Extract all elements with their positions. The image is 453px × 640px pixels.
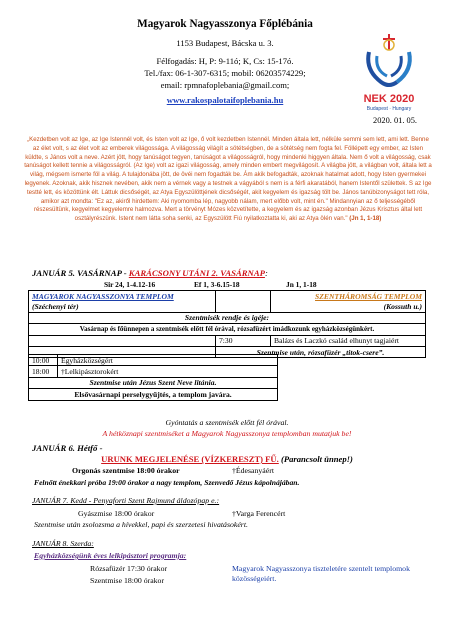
office-hours: Félfogadás: H, P: 9-11ó; K, Cs: 15-17ó. [156, 56, 294, 66]
choir-rehearsal-note: Felnőtt énekkari próba 19:00 órakor a nagy templom, Szenvedő Jézus kápolnájában. [34, 478, 300, 487]
church-left-name: MAGYAROK NAGYASSZONYA TEMPLOM [32, 291, 174, 301]
table-row [29, 301, 426, 312]
church-right-sub: (Kossuth u.) [271, 301, 426, 312]
sunday-date: JANUÁR 5. VASÁRNAP - [32, 268, 127, 278]
main-church-schedule [28, 354, 278, 401]
sunday-title: KARÁCSONY UTÁNI 2. VASÁRNAP [128, 268, 265, 278]
gospel-quote [24, 136, 432, 224]
monday-heading: JANUÁR 6. Hétfő - [32, 443, 103, 453]
tuesday-mass-intent: †Varga Ferencért [232, 509, 286, 518]
table-row [29, 355, 278, 366]
wednesday-dedication: Magyarok Nagyasszonya tiszteletére szentelt templomok közösségeiért. [232, 564, 410, 584]
intent-cell: Balázs és Laczkó család elhunyt tagjaiért [271, 335, 426, 346]
table-row [29, 291, 426, 302]
collection-note: Elsővasárnapi perselygyűjtés, a templom javára. [29, 389, 278, 400]
tuesday-heading: JANUÁR 7. Kedd - Penyaforti Szent Rajmund áldozópap e.: [32, 496, 220, 505]
time-cell: 18:00 [29, 366, 58, 377]
tuesday-mass: Gyászmise 18:00 órakor [78, 509, 155, 518]
nek-logo-place: Budapest · Hungary [366, 106, 412, 112]
monday-mass: Orgonás szentmise 18:00 órakor [72, 466, 180, 475]
parish-address: 1153 Budapest, Bácska u. 3. [176, 38, 274, 48]
time-cell: 10:00 [29, 355, 58, 366]
feast-note: (Parancsolt ünnep!) [280, 454, 353, 464]
feast-title: URUNK MEGJELENÉSE (VÍZKERESZT) FŰ. [101, 454, 279, 464]
after-mass-note: Szentmise után, rózsafüzér „titok-csere”. [216, 346, 426, 357]
sunday-heading: JANUÁR 5. VASÁRNAP - KARÁCSONY UTÁNI 2. VASÁRNAP: [32, 268, 268, 278]
confession-note: Gyóntatás a szentmisék előtt fél órával. [165, 418, 289, 427]
litany-note: Szentmise után Jézus Szent Neve litánia. [29, 377, 278, 388]
table-row [29, 377, 278, 388]
phone-line: Tel./fax: 06-1-307-6315; mobil: 06203574229; [144, 68, 306, 78]
tuesday-note: Szentmise után zsolozsma a hívekkel, papi és szerzetesi hivatásokért. [34, 520, 248, 529]
reading-1: Sir 24, 1-4.12-16 [104, 280, 156, 289]
weekday-mass-note: A hétköznapi szentmiséket a Magyarok Nagyasszonya templomban mutatjuk be! [102, 429, 352, 438]
wednesday-heading: JANUÁR 8. Szerda: [32, 539, 94, 548]
quote-reference: (Jn 1, 1-18) [349, 215, 382, 223]
nek-logo-mark: NEK 2020 [363, 93, 415, 105]
church-right-name: SZENTHÁROMSÁG TEMPLOM [315, 291, 422, 301]
intent-cell: Egyházközségért [58, 355, 278, 366]
issue-date: 2020. 01. 05. [373, 116, 417, 125]
table-row [29, 312, 426, 323]
monday-feast [28, 454, 426, 464]
quote-text: „Kezdetben volt az Ige, az Ige Istennél volt, és Isten volt az Ige, ő volt kezdetben Istennél. Minden általa lett, nélküle semmi sem lett, ami lett. Benne az élet volt, s az élet volt az emberek világossága. A világosság világít a sötétségben, de a sötétség nem fogta fel. Föllépett egy ember, az Isten küldte, s János volt a neve. Azért jött, hogy tanúságot tegyen, tanúságot a világosságról, hogy mindenki higgyen általa. Nem ő volt a világosság, csak tanúságot kellett tennie a világosságról. (Az Ige) volt az igazi világosság, amely minden embert megvilágosít. A világba jött, a világban volt, általa lett a világ, mégsem ismerte föl a világ. A tulajdonába jött, de övéi nem fogadták be. Ám akik befogadták, azoknak hatalmat adott, hogy Isten gyermekei legyenek. Azoknak, akik hisznek nevében, akik nem a vérnek vagy a testnek a vágyából s nem is a férfi akaratából, hanem Istentől születtek. S az Ige testté lett, és közöttünk élt. Láttuk dicsőségét, az Atya Egyszülöttjének dicsőségét, akit kegyelem és igazság tölt be. János tanúbizonyságot tett róla, amikor azt mondta: "Ez az, akiről hirdettem: Aki nyomomba lép, nagyobb nálam, mert előbb volt, mint én." Mindannyian az ő teljességéből részesültünk, kegyelmet kegyelemre halmozva. Mert a törvényt Mózes közvetítette, a kegyelem és az igazság azonban Jézus Krisztus által lett osztályrészünk. Istent nem látta soha senki, az Egyszülött Fiú nyilatkoztatta ki, aki az Atya ölén van." [24, 136, 432, 223]
reading-3: Jn 1, 1-18 [286, 280, 317, 289]
monday-mass-intent: †Édesanyáért [232, 466, 274, 475]
intent-cell: †Lelkipásztorokért [58, 366, 278, 377]
sunday-announcement: Vasárnap és főünnepen a szentmisék előtt fél órával, rózsafüzért imádkozunk egyházközségünkért. [29, 324, 426, 335]
table-row [29, 366, 278, 377]
table-row [29, 389, 278, 400]
website-link[interactable]: www.rakospalotaifoplebania.hu [166, 95, 284, 105]
church-left-sub: (Széchenyi tér) [29, 301, 216, 312]
wednesday-mass: Szentmise 18:00 órakor [90, 576, 165, 585]
parish-title: Magyarok Nagyasszonya Főplébánia [137, 18, 313, 30]
annual-program: Egyházközségünk éves lelkipásztori programja: [34, 551, 187, 560]
mass-order-label: Szentmisék rendje és igéje: [29, 312, 426, 323]
table-row [29, 324, 426, 335]
wednesday-rosary: Rózsafüzér 17:30 órakor [90, 564, 168, 573]
time-cell: 7:30 [216, 335, 271, 346]
email-line: email: rpmnafoplebania@gmail.com; [160, 80, 290, 90]
table-row [29, 335, 426, 346]
reading-2: Ef 1, 3-6.15-18 [194, 280, 240, 289]
sunday-schedule-table [28, 290, 426, 358]
